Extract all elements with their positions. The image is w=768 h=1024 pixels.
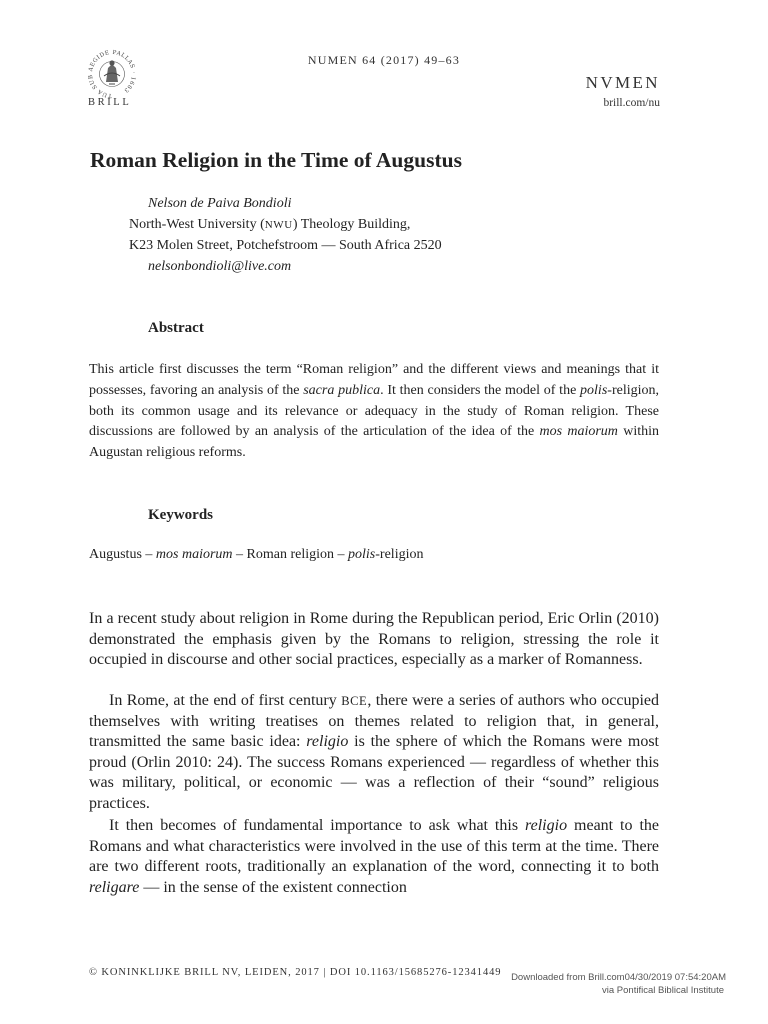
- journal-url-link[interactable]: brill.com/nu: [603, 97, 660, 109]
- affiliation-line-2: K23 Molen Street, Potchefstroom — South Africa 2520: [129, 238, 442, 253]
- author-email-link[interactable]: nelsonbondioli@live.com: [148, 259, 292, 274]
- download-stamp-line-2: via Pontifical Biblical Institute: [602, 985, 724, 996]
- logo-motto: TUA SUB AEGIDE PALLAS · 1683: [87, 49, 137, 99]
- article-title: Roman Religion in the Time of Augustus: [90, 148, 462, 172]
- publisher-name: BRILL: [88, 97, 132, 108]
- abstract-text: This article first discusses the term “Roman religion” and the different views and meanings that it possesses, favoring an analysis of the sacra publica. It then considers the model of the polis-religion, both its common usage and its relevance or adequacy in the study of Roman religion. These discussions are followed by an analysis of the articulation of the idea of the mos maiorum within Augustan religious reforms.: [89, 362, 659, 461]
- keywords-heading: Keywords: [148, 507, 213, 523]
- journal-citation: NUMEN 64 (2017) 49–63: [307, 53, 461, 67]
- affiliation-abbreviation: NWU: [264, 219, 293, 231]
- download-stamp-line-1: Downloaded from Brill.com04/30/2019 07:54:20AM: [511, 972, 726, 983]
- keywords-list: Augustus – mos maiorum – Roman religion – polis-religion: [89, 547, 424, 562]
- author-name: Nelson de Paiva Bondioli: [148, 196, 292, 211]
- body-paragraph-2: In Rome, at the end of first century BCE, there were a series of authors who occupied themselves with writing treatises on themes related to religion that, in general, transmitted the same basic idea: religio is the sphere of which the Romans were most proud (Orlin 2010: 24). The success Romans experienced — regardless of whether this was military, political, or economic — was a reflection of their “sound” religious practices.: [89, 692, 659, 812]
- body-paragraph-1: In a recent study about religion in Rome during the Republican period, Eric Orlin (2010) demonstrated the emphasis given by the Romans to religion, stressing the role it occupied in discourse and other social practices, especially as a marker of Romanness.: [89, 610, 659, 668]
- journal-name: NVMEN: [585, 73, 660, 92]
- copyright-doi-footer: © KONINKLIJKE BRILL NV, LEIDEN, 2017 | DOI 10.1163/15685276-12341449: [89, 967, 502, 978]
- body-paragraph-3: It then becomes of fundamental importance to ask what this religio meant to the Romans and what characteristics were involved in the use of this term at the time. There are two different roots, traditionally an explanation of the word, connecting it to both religare — in the sense of the existent connection: [89, 817, 659, 896]
- affiliation-line-1: North-West University (NWU) Theology Building,: [129, 217, 411, 232]
- abstract-heading: Abstract: [148, 320, 204, 336]
